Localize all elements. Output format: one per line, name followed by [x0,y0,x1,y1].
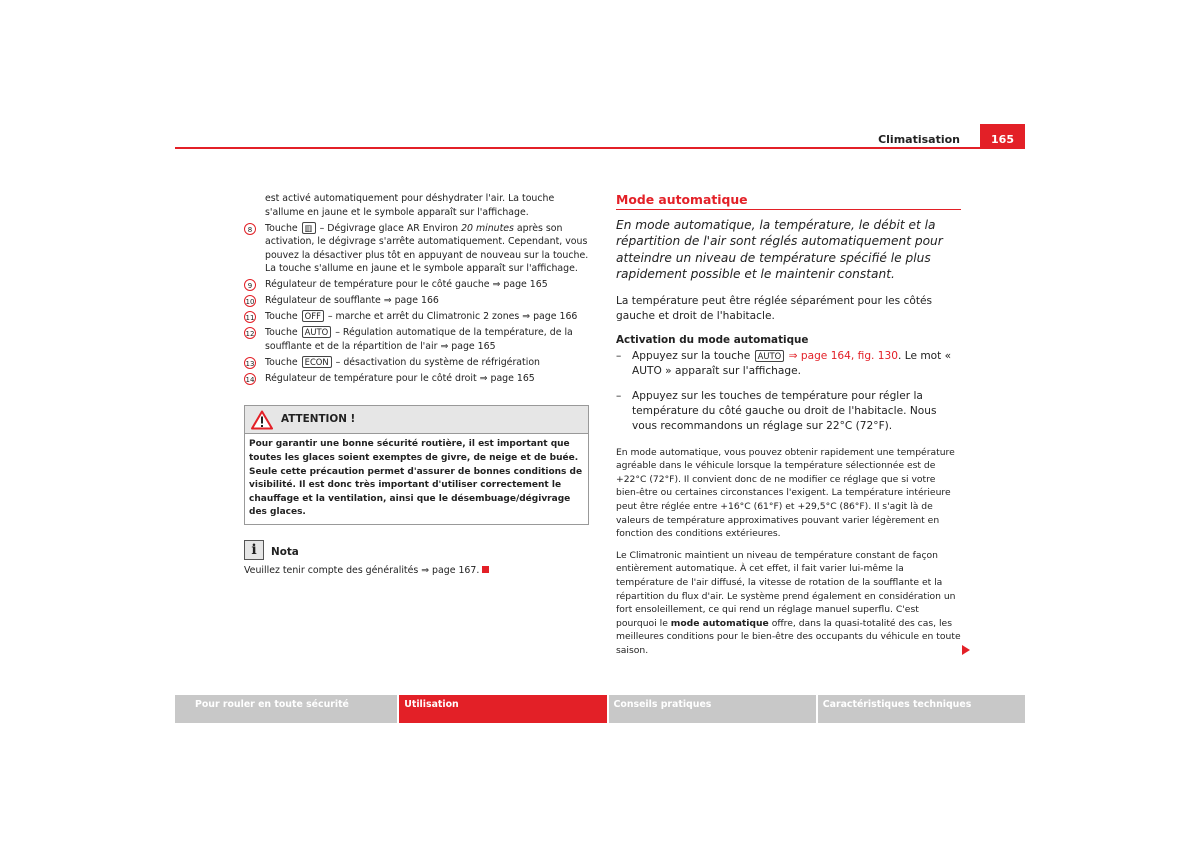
list-item-8: 8 Touche ▥ – Dégivrage glace AR Environ 20 minutes après son activation, le dégivrage s'arrête automatiquement. Cependant, vous pouvez la désactiver plus tôt en appuyant de nouveau sur la touche. La touche s'allume en jaune et le symbole apparaît sur l'affichage. [244,222,589,276]
item-number-badge: 12 [244,327,256,339]
item-number-badge: 9 [244,279,256,291]
continuation-text: est activé automatiquement pour déshydrater l'air. La touche s'allume en jaune et le symbole apparaît sur l'affichage. [265,193,555,218]
list-item-10: 10 Régulateur de soufflante ⇒ page 166 [245,295,439,307]
tab-conseils-pratiques[interactable]: Conseils pratiques [609,695,816,723]
section-title: Mode automatique [616,192,961,210]
body-paragraph: La température peut être réglée séparément pour les côtés gauche et droit de l'habitacle. [616,294,933,322]
page-reference-link[interactable]: ⇒ page 164, fig. 130 [788,349,899,362]
continue-arrow-icon [962,645,970,655]
footer-nav [175,695,1025,723]
auto-key: AUTO [755,350,785,362]
note-header [244,540,589,560]
warning-label: ATTENTION ! [281,413,356,426]
list-item-12: 12 Touche AUTO – Régulation automatique de la température, de la soufflante et de la répartition de l'air ⇒ page 165 [245,327,573,352]
subheading: Activation du mode automatique [616,333,809,346]
page-header-title: Climatisation [878,133,960,146]
section-intro: En mode automatique, la température, le débit et la répartition de l'air sont réglés automatiquement pour atteindre un niveau de température spécifié le plus rapidement possible et le maintenir constant. [616,218,943,282]
item-number-badge: 14 [244,373,256,385]
auto-key: AUTO [302,326,332,338]
item-number-badge: 11 [244,311,256,323]
body-paragraph: En mode automatique, vous pouvez obtenir rapidement une température agréable dans le véhicule lorsque la température sélectionnée est de +22°C (72°F). Il convient donc de ne modifier ce réglage que si votre bien-être ou certaines circonstances l'exigent. La température intérieure peut être réglée entre +16°C (61°F) et +29,5°C (86°F). Il s'agit là de valeurs de température approximatives pouvant varier légèrement en fonction des conditions extérieures. [616,446,955,540]
item-number-badge: 10 [244,295,256,307]
item-number-badge: 13 [244,357,256,369]
warning-triangle-icon [251,410,273,430]
end-of-section-marker-icon [482,566,489,573]
tab-caracteristiques[interactable]: Caractéristiques techniques [818,695,1025,723]
list-item-9: 9 Régulateur de température pour le côté gauche ⇒ page 165 [244,278,589,292]
step-item: – Appuyez sur les touches de température pour régler la température du côté gauche ou droit de l'habitacle. Nous vous recommandons un réglage sur 22°C (72°F). [616,389,937,432]
tab-utilisation[interactable]: Utilisation [399,695,606,723]
list-item-11: 11 Touche OFF – marche et arrêt du Climatronic 2 zones ⇒ page 166 [245,311,578,323]
note-block [244,540,589,578]
note-text: Veuillez tenir compte des généralités ⇒ page 167. [244,564,589,578]
note-label: Nota [271,546,299,559]
list-item-14: 14 Régulateur de température pour le côté droit ⇒ page 165 [245,372,535,384]
warning-text: Pour garantir une bonne sécurité routière, il est important que toutes les glaces soient exemptes de givre, de neige et de buée. Seule cette précaution permet d'assurer de bonnes conditions de visibilité. Il est donc très important d'utiliser correctement le chauffage et la ventilation, ainsi que le désembuage/dégivrage des glaces. [249,439,583,518]
left-column [244,192,589,578]
right-column [616,192,961,658]
body-paragraph: Le Climatronic maintient un niveau de température constant de façon entièrement automatique. À cet effet, il fait varier lui-même la température de l'air diffusé, la vitesse de rotation de la soufflante et la répartition du flux d'air. Le système prend également en considération un fort ensoleillement, ce qui rend un réglage manuel superflu. C'est pourquoi le mode automatique offre, dans la quasi-totalité des cas, les meilleures conditions pour le bien-être des occupants du véhicule en toute saison. [616,549,961,656]
info-icon: i [244,540,264,560]
tab-pour-rouler[interactable]: Pour rouler en toute sécurité [175,695,397,723]
warning-header [245,406,588,434]
header-divider [175,147,1025,149]
off-key: OFF [302,310,324,322]
list-item-13: 13 Touche ECON – désactivation du système de réfrigération [245,356,540,368]
warning-box [244,405,589,525]
rear-defrost-key-icon: ▥ [302,222,316,234]
item-number-badge: 8 [244,223,256,235]
step-item: – Appuyez sur la touche AUTO ⇒ page 164, fig. 130. Le mot « AUTO » apparaît sur l'affichage. [616,349,952,377]
econ-key: ECON [302,356,332,368]
page-number: 165 [980,124,1025,148]
